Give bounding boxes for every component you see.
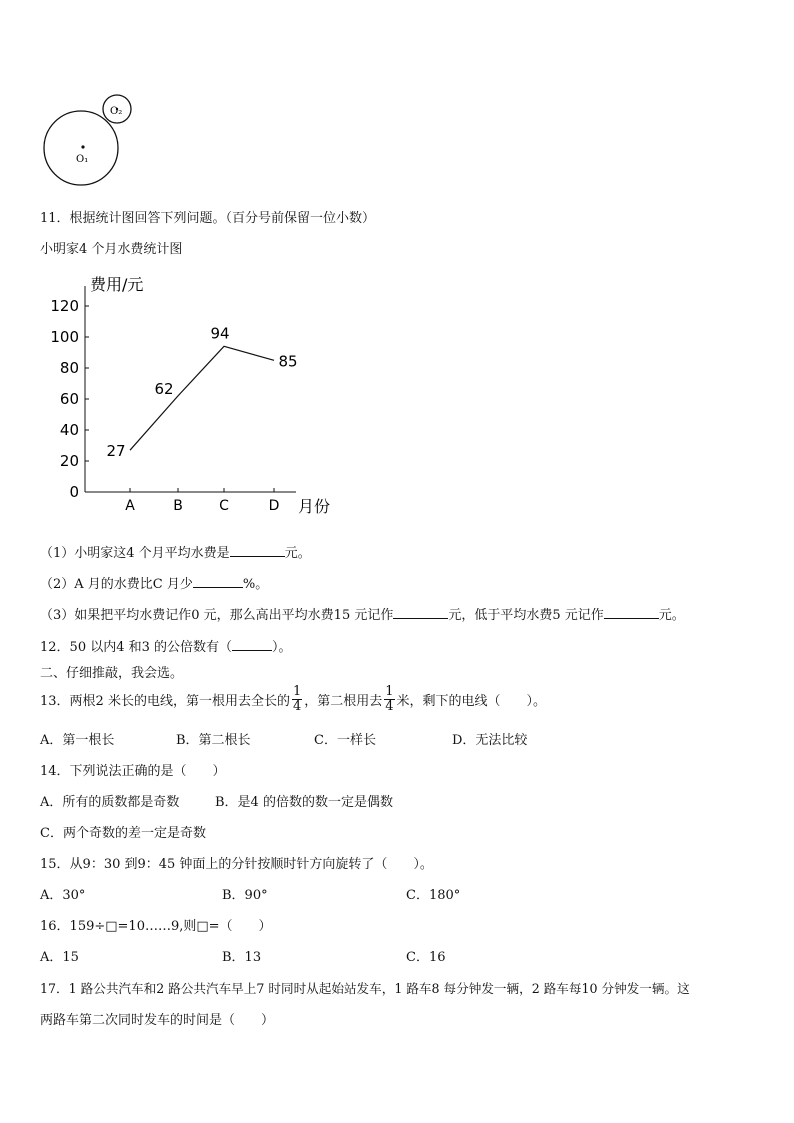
circles-figure [40, 90, 140, 190]
q15-option-b[interactable]: B．90° [222, 888, 268, 903]
q13-option-b[interactable]: B．第二根长 [176, 733, 251, 748]
q13-option-c[interactable]: C．一样长 [314, 733, 376, 748]
answer-blank[interactable] [604, 605, 659, 619]
answer-blank[interactable] [193, 574, 243, 588]
answer-blank[interactable] [393, 605, 448, 619]
q13-option-d[interactable]: D．无法比较 [452, 733, 528, 748]
q11-title: 11．根据统计图回答下列问题。（百分号前保留一位小数） [40, 211, 376, 226]
x-tick-label-c: C [219, 498, 229, 514]
line-chart [40, 268, 360, 523]
q12-text: 12．50 以内4 和3 的公倍数有（ [40, 640, 233, 655]
x-tick-label-b: B [173, 498, 183, 514]
q14-option-a[interactable]: A．所有的质数都是奇数 [40, 795, 180, 810]
fraction-one-quarter-meter [384, 685, 394, 714]
data-label: 27 [106, 442, 126, 461]
q11-sub2-unit: %。 [242, 577, 269, 592]
center-dot-o1 [81, 145, 84, 148]
q11-sub3 [40, 604, 685, 623]
y-tick-label: 40 [59, 421, 79, 439]
data-label: 85 [278, 352, 298, 371]
answer-blank[interactable] [232, 637, 272, 651]
q11-sub1 [40, 542, 311, 561]
fraction-numerator: 1 [292, 683, 302, 699]
q11-sub1-text: （1）小明家这4 个月平均水费是 [40, 546, 230, 561]
data-label: 94 [210, 324, 230, 343]
chart-title: 小明家4 个月水费统计图 [40, 242, 183, 257]
x-tick-label-a: A [125, 498, 135, 514]
q16-option-b[interactable]: B．13 [222, 950, 262, 965]
fraction-denominator: 4 [292, 698, 302, 714]
y-tick-label: 20 [59, 452, 79, 470]
section-2-heading: 二、仔细推敲，我会选。 [40, 666, 184, 681]
answer-blank[interactable] [230, 543, 285, 557]
q11-sub2 [40, 573, 268, 592]
q16-option-c[interactable]: C．16 [406, 950, 446, 965]
q15-option-c[interactable]: C．180° [406, 888, 461, 903]
q14-options [0, 791, 794, 811]
q14-stem: 14．下列说法正确的是（ ） [40, 764, 226, 779]
y-tick-label: 100 [50, 328, 79, 346]
q11-sub3-text-a: （3）如果把平均水费记作0 元，那么高出平均水费15 元记作 [40, 608, 394, 623]
y-tick-label: 80 [59, 359, 79, 377]
q15-stem: 15．从9：30 到9：45 钟面上的分针按顺时针方向旋转了（ ）。 [40, 857, 433, 872]
q15-option-a[interactable]: A．30° [40, 888, 86, 903]
y-tick-label: 60 [59, 390, 79, 408]
q13-option-a[interactable]: A．第一根长 [40, 733, 115, 748]
o2-label: O₂ [110, 106, 123, 117]
q14-option-c[interactable]: C．两个奇数的差一定是奇数 [40, 826, 206, 841]
q11-sub3-text-c: 元。 [658, 608, 685, 623]
o1-label: O₁ [76, 154, 89, 165]
q11-sub2-text: （2）A 月的水费比C 月少 [40, 577, 193, 592]
q13-options [0, 729, 794, 749]
series-line [130, 346, 274, 450]
y-axis-label: 费用/元 [90, 275, 144, 294]
q11-sub3-text-b: 元，低于平均水费5 元记作 [448, 608, 604, 623]
big-circle [44, 111, 118, 185]
y-tick-label: 120 [50, 297, 79, 315]
q16-options [0, 946, 794, 966]
q13-text-b: ，第二根用去 [304, 693, 383, 709]
q11-sub1-unit: 元。 [284, 546, 311, 561]
q12-close: ）。 [272, 640, 292, 655]
fraction-numerator: 1 [385, 683, 394, 699]
q16-option-a[interactable]: A．15 [40, 950, 79, 965]
q13-text-c: 米，剩下的电线（ ）。 [396, 693, 547, 709]
q13-text-a: 13．两根2 米长的电线，第一根用去全长的 [40, 693, 290, 709]
data-label: 62 [154, 379, 174, 398]
y-tick-label: 0 [69, 483, 79, 501]
fraction-one-quarter [292, 685, 302, 714]
x-axis-label: 月份 [298, 497, 331, 516]
q17-line-2: 两路车第二次同时发车的时间是（ ） [40, 1013, 275, 1028]
q13-stem [40, 680, 546, 718]
fraction-denominator: 4 [385, 698, 394, 714]
q16-stem: 16．159÷□=10……9,则□=（ ） [40, 919, 272, 934]
x-tick-label-d: D [268, 498, 280, 514]
q17-line-1: 17．1 路公共汽车和2 路公共汽车早上7 时同时从起始站发车，1 路车8 每分钟发一辆，2 路车每10 分钟发一辆。这 [40, 981, 690, 996]
q14-option-b[interactable]: B．是4 的倍数的数一定是偶数 [215, 795, 393, 810]
q12 [40, 636, 292, 655]
q15-options [0, 884, 794, 904]
